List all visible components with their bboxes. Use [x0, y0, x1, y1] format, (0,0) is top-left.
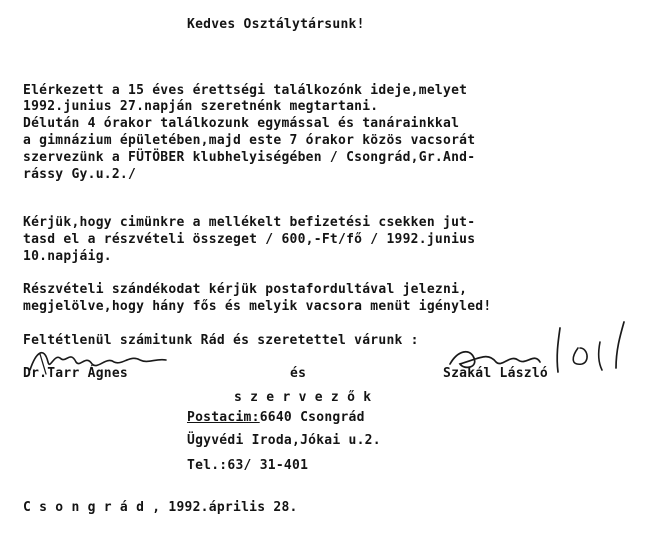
paragraph-1-line-4: a gimnázium épületében,majd este 7 órakor közös vacsorát — [23, 133, 476, 148]
address-city: 6640 Csongrád — [259, 410, 365, 425]
closing-line: Feltétlenül számitunk Rád és szeretettel várunk : — [23, 333, 419, 348]
paragraph-2-line-3: 10.napjáig. — [23, 249, 112, 264]
paragraph-2-line-1: Kérjük,hogy cimünkre a mellékelt befizetési csekken jut- — [23, 215, 476, 230]
address-line-2: Ügyvédi Iroda,Jókai u.2. — [187, 433, 381, 448]
paragraph-1-line-5: szervezünk a FÜTÖBER klubhelyiségében / Csongrád,Gr.And- — [23, 150, 476, 165]
signature-right-handwritten — [440, 318, 640, 378]
address-label: Postacim: — [187, 410, 260, 425]
conjunction: és — [290, 366, 307, 381]
paragraph-2-line-2: tasd el a részvételi összeget / 600,-Ft/fő / 1992.junius — [23, 232, 476, 247]
paragraph-1-line-6: rássy Gy.u.2./ — [23, 167, 137, 182]
date-place-line: C s o n g r á d , 1992.április 28. — [23, 500, 298, 515]
paragraph-1-line-2: 1992.junius 27.napján szeretnénk megtartani. — [23, 99, 379, 114]
signatory-right-name: Szakál László — [443, 366, 548, 381]
paragraph-3-line-2: megjelölve,hogy hány fős és melyik vacsora menüt igényled! — [23, 299, 492, 314]
signatory-left-name: Dr.Tarr Ágnes — [23, 366, 128, 381]
organizers-label: s z e r v e z ő k — [234, 390, 372, 405]
greeting: Kedves Osztálytársunk! — [187, 17, 365, 32]
signature-left-handwritten — [26, 340, 176, 376]
address-line-1 — [187, 410, 365, 425]
paragraph-3-line-1: Részvételi szándékodat kérjük postafordultával jelezni, — [23, 282, 468, 297]
phone-line: Tel.:63/ 31-401 — [187, 458, 309, 473]
paragraph-1-line-3: Délután 4 órakor találkozunk egymással és tanárainkkal — [23, 116, 460, 131]
paragraph-1-line-1: Elérkezett a 15 éves érettségi találkozónk ideje,melyet — [23, 83, 468, 98]
